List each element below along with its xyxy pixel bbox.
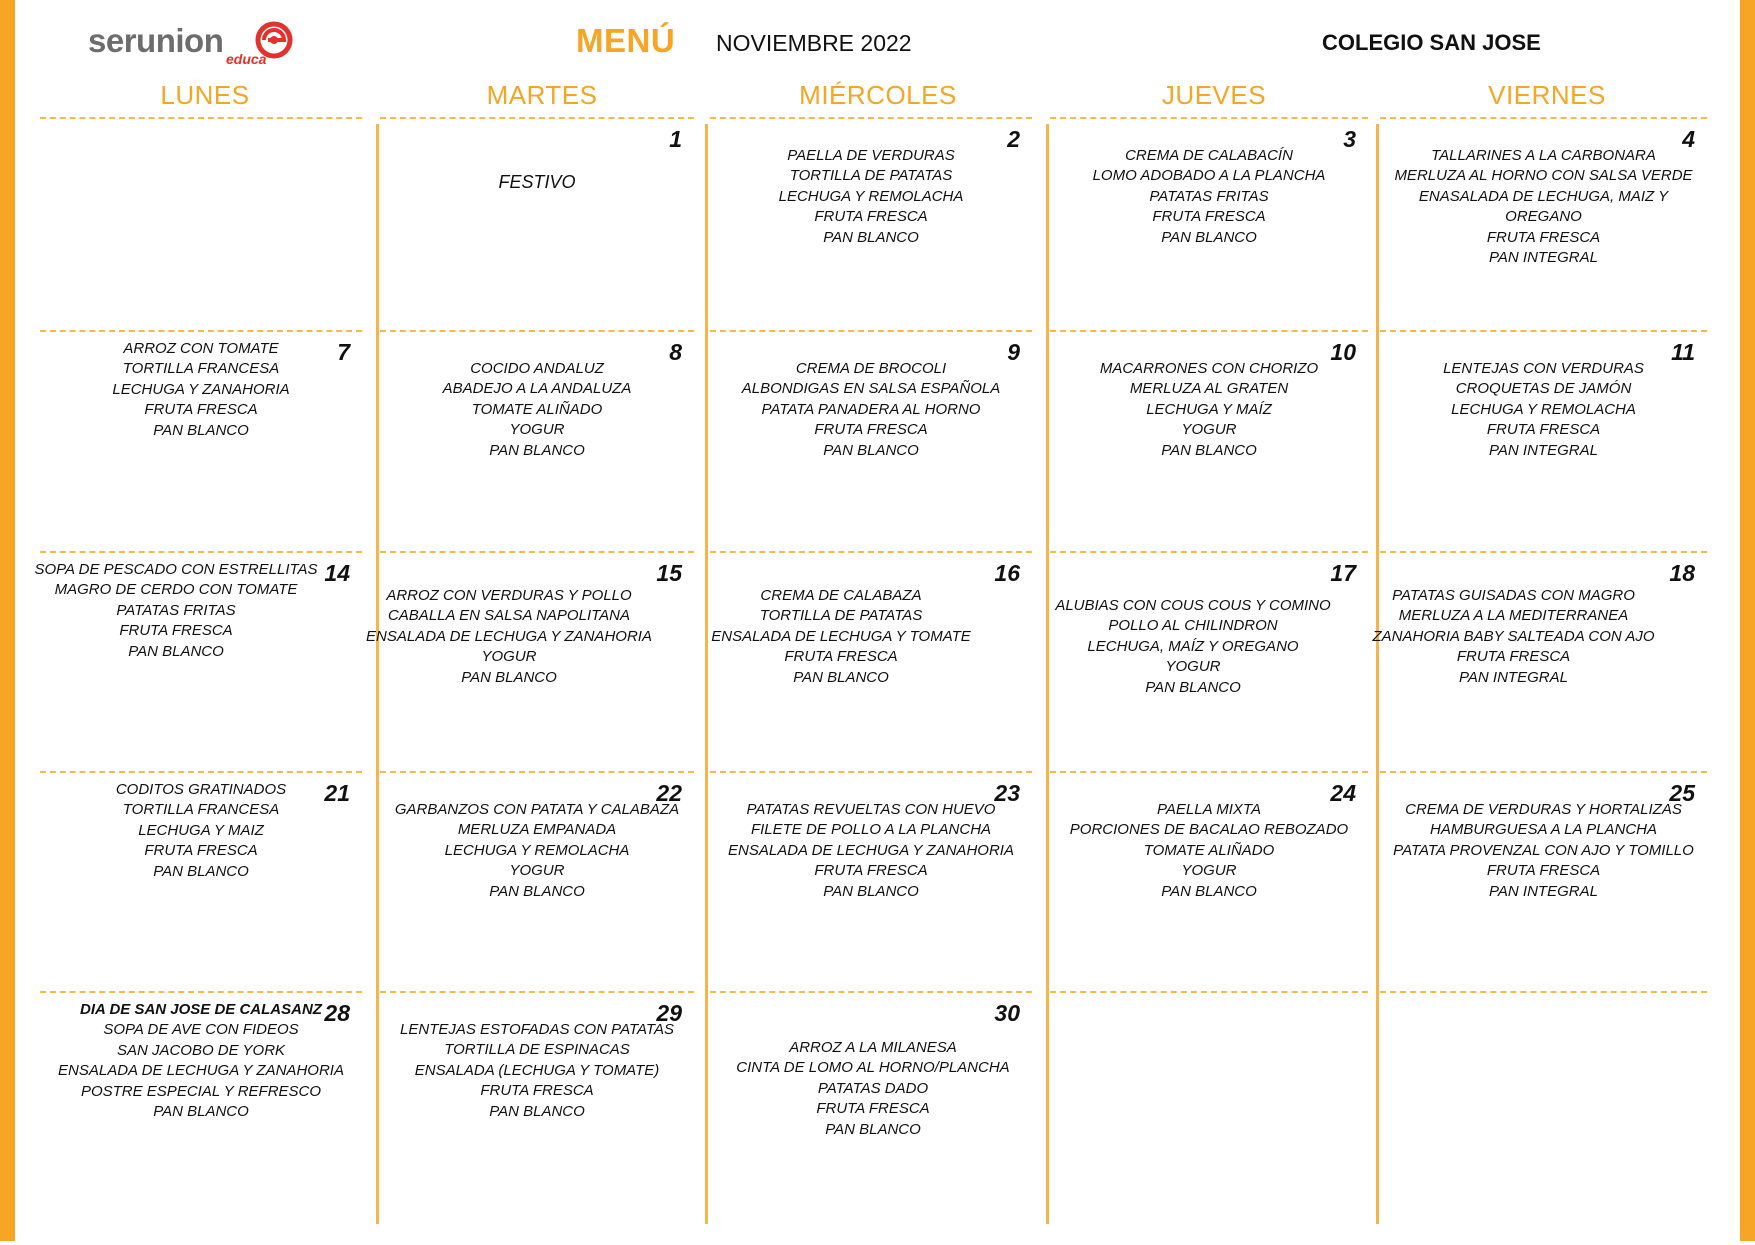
menu-item: DIA DE SAN JOSE DE CALASANZ <box>80 1001 322 1018</box>
day-number: 23 <box>994 780 1020 806</box>
menu-item: YOGUR <box>509 862 565 880</box>
day-cell-monday <box>34 560 362 780</box>
day-cell-wednesday <box>710 780 1032 1000</box>
day-cell-friday <box>1380 780 1707 1000</box>
menu-item: PORCIONES DE BACALAO REBOZADO <box>1069 821 1349 839</box>
menu-item: LECHUGA Y ZANAHORIA <box>112 380 290 398</box>
menu-item: MERLUZA A LA MEDITERRANEA <box>1398 607 1629 625</box>
menu-item: FRUTA FRESCA <box>1456 648 1571 666</box>
day-number: 1 <box>669 126 682 152</box>
menu-item: CREMA DE CALABAZA <box>760 587 922 604</box>
day-number: 9 <box>1007 339 1020 365</box>
menu-item: PATATAS FRITAS <box>116 601 236 619</box>
day-number: 10 <box>1330 339 1356 365</box>
menu-item: PAN INTEGRAL <box>1489 441 1598 459</box>
row-separator-line <box>1380 117 1707 119</box>
menu-item: PAN BLANCO <box>823 441 919 459</box>
menu-item: FRUTA FRESCA <box>1486 228 1601 246</box>
menu-item-list <box>380 800 694 902</box>
menu-item: SOPA DE PESCADO CON ESTRELLITAS <box>34 561 318 578</box>
menu-item: FRUTA FRESCA <box>119 622 233 640</box>
day-number: 29 <box>656 1000 682 1026</box>
day-cell-friday <box>1380 339 1707 560</box>
menu-item: PATATAS DADO <box>817 1079 929 1097</box>
menu-item: POLLO AL CHILINDRON <box>1108 617 1278 635</box>
menu-item: ENSALADA DE LECHUGA Y ZANAHORIA <box>366 627 652 645</box>
weekday-header-wednesday: MIÉRCOLES <box>799 80 957 110</box>
menu-item: LECHUGA Y MAÍZ <box>1146 400 1272 418</box>
menu-item: PAN INTEGRAL <box>1489 249 1598 267</box>
menu-item: PAN BLANCO <box>1161 882 1257 900</box>
menu-item: HAMBURGUESA A LA PLANCHA <box>1430 821 1657 839</box>
day-cell-friday <box>1380 126 1707 339</box>
day-number: 2 <box>1007 126 1020 152</box>
menu-item-list <box>15 560 337 662</box>
menu-item: PAN BLANCO <box>1145 678 1241 696</box>
menu-item: FRUTA FRESCA <box>1152 208 1266 226</box>
menu-item: FRUTA FRESCA <box>144 401 258 419</box>
row-separator-line <box>710 117 1032 119</box>
menu-item: FRUTA FRESCA <box>144 842 258 860</box>
day-cell-thursday <box>1050 780 1368 1000</box>
menu-item: TORTILLA DE PATATAS <box>759 607 923 625</box>
menu-item: LECHUGA, MAÍZ Y OREGANO <box>1087 637 1299 655</box>
menu-item: PAN BLANCO <box>128 642 224 660</box>
menu-item-list <box>40 780 362 882</box>
logo-sub-text: educa <box>226 51 267 67</box>
day-number: 15 <box>656 560 682 586</box>
menu-item: PATATAS FRITAS <box>1149 187 1269 205</box>
menu-item: ENASALADA DE LECHUGA, MAIZ Y <box>1418 187 1669 205</box>
menu-item: FRUTA FRESCA <box>1486 862 1601 880</box>
menu-item-list <box>1050 359 1368 461</box>
menu-item: POSTRE ESPECIAL Y REFRESCO <box>80 1082 322 1100</box>
day-cell-wednesday <box>710 1000 1032 1245</box>
menu-item: YOGUR <box>509 421 565 439</box>
menu-item: YOGUR <box>1181 421 1237 439</box>
day-cell-thursday <box>1050 560 1368 780</box>
menu-item-list <box>1380 146 1707 268</box>
menu-item: MAGRO DE CERDO CON TOMATE <box>54 581 298 599</box>
menu-item: PAELLA MIXTA <box>1157 801 1261 818</box>
menu-item: SOPA DE AVE CON FIDEOS <box>103 1021 299 1039</box>
menu-item: MERLUZA AL GRATEN <box>1129 380 1289 398</box>
menu-item: LECHUGA Y REMOLACHA <box>778 187 964 205</box>
menu-item: PATATA PROVENZAL CON AJO Y TOMILLO <box>1393 841 1694 859</box>
menu-item: PAN INTEGRAL <box>1459 668 1568 686</box>
menu-item-list <box>40 339 362 441</box>
menu-item: CODITOS GRATINADOS <box>115 781 287 798</box>
menu-item-list <box>710 146 1032 248</box>
menu-item: FRUTA FRESCA <box>1486 421 1601 439</box>
day-number: 28 <box>324 1000 350 1026</box>
menu-item: CREMA DE BROCOLI <box>795 360 947 377</box>
menu-item: TORTILLA DE ESPINACAS <box>444 1041 630 1059</box>
menu-item: PAN BLANCO <box>793 668 889 686</box>
menu-item: FRUTA FRESCA <box>814 862 928 880</box>
menu-item: COCIDO ANDALUZ <box>470 360 604 377</box>
day-number: 4 <box>1682 126 1695 152</box>
day-number: 22 <box>656 780 682 806</box>
day-number: 17 <box>1330 560 1356 586</box>
menu-item: CINTA DE LOMO AL HORNO/PLANCHA <box>736 1059 1010 1077</box>
menu-item: CREMA DE CALABACÍN <box>1125 147 1293 164</box>
serunion-logo <box>88 18 308 68</box>
day-cell-tuesday <box>380 339 694 560</box>
menu-item: TORTILLA FRANCESA <box>122 360 280 378</box>
day-cell-monday <box>40 780 362 1000</box>
day-number: 7 <box>337 339 350 365</box>
menu-item: FESTIVO <box>498 172 576 192</box>
menu-item: PATATAS GUISADAS CON MAGRO <box>1392 587 1635 604</box>
menu-item-list <box>1380 800 1707 902</box>
menu-item: TORTILLA DE PATATAS <box>789 167 953 185</box>
menu-item: ABADEJO A LA ANDALUZA <box>442 380 632 398</box>
menu-item: PAN BLANCO <box>825 1120 921 1138</box>
menu-item: ARROZ CON VERDURAS Y POLLO <box>386 587 632 604</box>
menu-item-list <box>710 359 1032 461</box>
day-cell-wednesday <box>710 560 1032 780</box>
day-cell-tuesday <box>380 126 694 339</box>
menu-item-list <box>1050 146 1368 248</box>
menu-item: PAN INTEGRAL <box>1489 882 1598 900</box>
day-cell-monday <box>40 339 362 560</box>
day-number: 24 <box>1330 780 1356 806</box>
menu-item: PAN BLANCO <box>1161 441 1257 459</box>
left-border-bar <box>0 0 15 1241</box>
day-cell-thursday <box>1050 339 1368 560</box>
menu-item-list <box>1350 586 1677 688</box>
menu-item-list <box>1050 800 1368 902</box>
menu-item: YOGUR <box>1181 862 1237 880</box>
day-cell-wednesday <box>710 339 1032 560</box>
menu-item: ENSALADA DE LECHUGA Y ZANAHORIA <box>58 1062 344 1080</box>
menu-item: MERLUZA AL HORNO CON SALSA VERDE <box>1394 167 1693 185</box>
menu-item: PAN BLANCO <box>489 441 585 459</box>
menu-item: YOGUR <box>481 648 537 666</box>
right-border-bar <box>1740 0 1755 1241</box>
day-number: 25 <box>1669 780 1695 806</box>
menu-item-list <box>352 586 666 688</box>
day-cell-wednesday <box>710 126 1032 339</box>
weekday-header-thursday: JUEVES <box>1161 80 1267 110</box>
menu-item: MERLUZA EMPANADA <box>457 821 617 839</box>
menu-item: FRUTA FRESCA <box>814 421 928 439</box>
menu-item-list <box>1034 596 1352 698</box>
menu-item: ENSALADA DE LECHUGA Y ZANAHORIA <box>728 841 1014 859</box>
day-number: 14 <box>324 560 350 586</box>
menu-item: PAN BLANCO <box>489 882 585 900</box>
row-separator-line <box>380 117 694 119</box>
day-number: 18 <box>1669 560 1695 586</box>
menu-item: LECHUGA Y REMOLACHA <box>1451 400 1636 418</box>
menu-item: PAN BLANCO <box>823 882 919 900</box>
menu-item: ALBONDIGAS EN SALSA ESPAÑOLA <box>741 380 1001 398</box>
menu-item: PAN BLANCO <box>153 1103 249 1121</box>
menu-item: ZANAHORIA BABY SALTEADA CON AJO <box>1372 627 1655 645</box>
day-number: 8 <box>669 339 682 365</box>
menu-item: CREMA DE VERDURAS Y HORTALIZAS <box>1405 801 1682 818</box>
menu-item: YOGUR <box>1165 658 1221 676</box>
menu-item: LOMO ADOBADO A LA PLANCHA <box>1092 167 1326 185</box>
menu-item: PATATA PANADERA AL HORNO <box>761 400 981 418</box>
menu-item: PAN BLANCO <box>153 421 249 439</box>
menu-item: FILETE DE POLLO A LA PLANCHA <box>750 821 992 839</box>
menu-item: PATATAS REVUELTAS CON HUEVO <box>746 801 996 818</box>
menu-item-list <box>680 586 1002 688</box>
month-title: NOVIEMBRE 2022 <box>716 30 912 56</box>
menu-item: PAN BLANCO <box>1161 228 1257 246</box>
menu-item: PAELLA DE VERDURAS <box>787 147 955 164</box>
menu-item: PAN BLANCO <box>153 862 249 880</box>
menu-item: TOMATE ALIÑADO <box>1143 841 1275 859</box>
menu-item-list <box>380 172 694 192</box>
weekday-header-friday: VIERNES <box>1488 80 1606 110</box>
menu-item: GARBANZOS CON PATATA Y CALABAZA <box>394 801 680 818</box>
day-cell-tuesday <box>380 1000 694 1245</box>
menu-item: ENSALADA DE LECHUGA Y TOMATE <box>711 627 971 645</box>
row-separator-line <box>1050 117 1368 119</box>
menu-item-list <box>1380 359 1707 461</box>
menu-item-list <box>380 359 694 461</box>
weekday-header-monday: LUNES <box>160 80 250 110</box>
menu-item: TALLARINES A LA CARBONARA <box>1431 147 1656 164</box>
menu-item: FRUTA FRESCA <box>816 1100 930 1118</box>
day-cell-tuesday <box>366 560 694 780</box>
menu-item: LENTEJAS ESTOFADAS CON PATATAS <box>400 1021 674 1038</box>
menu-item: FRUTA FRESCA <box>814 208 928 226</box>
menu-item-list <box>40 1000 362 1122</box>
logo-brand-text: serunion <box>88 22 224 59</box>
menu-item: ENSALADA (LECHUGA Y TOMATE) <box>414 1061 660 1079</box>
menu-item: OREGANO <box>1505 208 1582 226</box>
menu-item: PAN BLANCO <box>489 1102 585 1120</box>
menu-item-list <box>380 1020 694 1122</box>
menu-item: TORTILLA FRANCESA <box>122 801 280 819</box>
day-cell-friday <box>1372 560 1707 780</box>
school-title: COLEGIO SAN JOSE <box>1322 30 1541 55</box>
day-cell-thursday <box>1050 126 1368 339</box>
menu-item: CABALLA EN SALSA NAPOLITANA <box>387 607 631 625</box>
day-number: 16 <box>994 560 1020 586</box>
day-cell-tuesday <box>380 780 694 1000</box>
menu-item: PAN BLANCO <box>823 228 919 246</box>
menu-item-list <box>712 1038 1034 1140</box>
menu-item: TOMATE ALIÑADO <box>471 400 603 418</box>
menu-item: CROQUETAS DE JAMÓN <box>1455 380 1632 398</box>
menu-title: MENÚ <box>576 22 676 59</box>
menu-item: LECHUGA Y REMOLACHA <box>444 841 630 859</box>
row-separator-line <box>40 330 362 332</box>
row-separator-line <box>40 117 362 119</box>
day-cell-monday <box>40 1000 362 1245</box>
menu-item: LECHUGA Y MAIZ <box>138 821 264 839</box>
menu-item: FRUTA FRESCA <box>784 648 898 666</box>
menu-item-list <box>710 800 1032 902</box>
menu-item: SAN JACOBO DE YORK <box>116 1041 286 1059</box>
day-number: 30 <box>994 1000 1020 1026</box>
menu-item: PAN BLANCO <box>461 668 557 686</box>
menu-item: ARROZ CON TOMATE <box>123 340 279 357</box>
day-number: 11 <box>1671 339 1695 365</box>
menu-item: ARROZ A LA MILANESA <box>789 1039 957 1056</box>
menu-item: ALUBIAS CON COUS COUS Y COMINO <box>1055 597 1331 614</box>
day-number: 21 <box>324 780 350 806</box>
weekday-header-tuesday: MARTES <box>486 80 598 110</box>
menu-item: FRUTA FRESCA <box>480 1082 594 1100</box>
menu-item: LENTEJAS CON VERDURAS <box>1443 360 1644 377</box>
day-number: 3 <box>1343 126 1356 152</box>
menu-item: MACARRONES CON CHORIZO <box>1099 360 1319 377</box>
